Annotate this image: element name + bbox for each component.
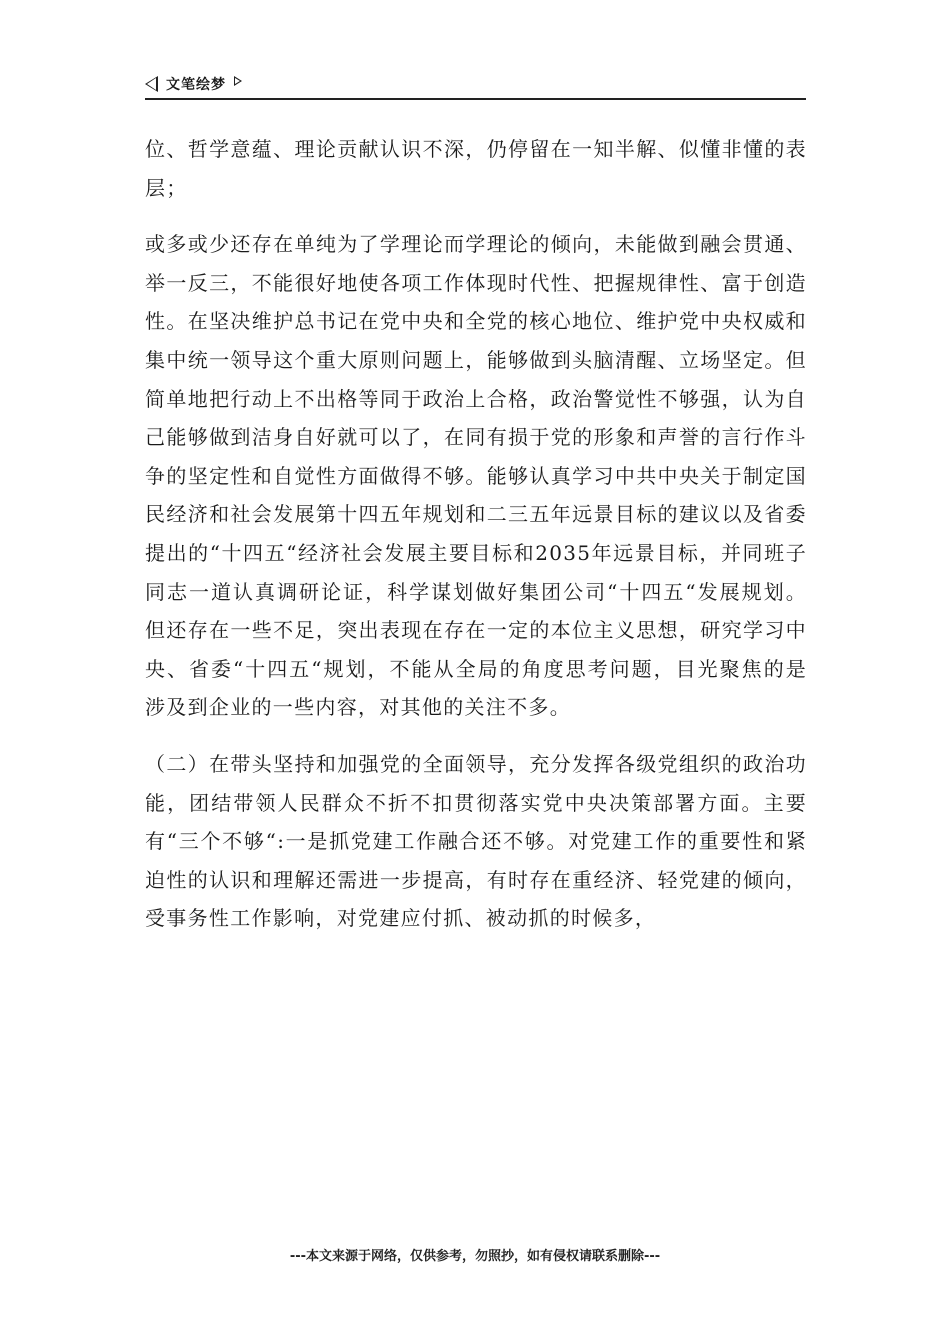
page-header <box>145 70 806 100</box>
paragraph-2: 或多或少还存在单纯为了学理论而学理论的倾向，未能做到融会贯通、举一反三，不能很好地使各项工作体现时代性、把握规律性、富于创造性。在坚决维护总书记在党中央和全党的核心地位、维护党中央权威和集中统一领导这个重大原则问题上，能够做到头脑清醒、立场坚定。但简单地把行动上不出格等同于政治上合格，政治警觉性不够强，认为自己能够做到洁身自好就可以了，在同有损于党的形象和声誉的言行作斗争的坚定性和自觉性方面做得不够。能够认真学习中共中央关于制定国民经济和社会发展第十四五年规划和二三五年远景目标的建议以及省委提出的“十四五“经济社会发展主要目标和2035年远景目标，并同班子同志一道认真调研论证，科学谋划做好集团公司“十四五“发展规划。但还存在一些不足，突出表现在存在一定的本位主义思想，研究学习中央、省委“十四五“规划，不能从全局的角度思考问题，目光聚焦的是涉及到企业的一些内容，对其他的关注不多。 <box>145 232 807 720</box>
triangle-left-icon <box>145 76 158 92</box>
paragraph-3: （二）在带头坚持和加强党的全面领导，充分发挥各级党组织的政治功能，团结带领人民群众不折不扣贯彻落实党中央决策部署方面。主要有“三个不够“:一是抓党建工作融合还不够。对党建工作的重要性和紧迫性的认识和理解还需进一步提高，有时存在重经济、轻党建的倾向，受事务性工作影响，对党建应付抓、被动抓的时候多， <box>145 751 807 931</box>
header-brand: 文笔绘梦 <box>166 77 226 93</box>
triangle-right-icon <box>234 76 242 86</box>
document-body <box>145 130 807 938</box>
page-footer: ---本文来源于网络，仅供参考，勿照抄，如有侵权请联系删除--- <box>289 1249 661 1264</box>
paragraph-1: 位、哲学意蕴、理论贡献认识不深，仍停留在一知半解、似懂非懂的表层； <box>145 137 807 200</box>
